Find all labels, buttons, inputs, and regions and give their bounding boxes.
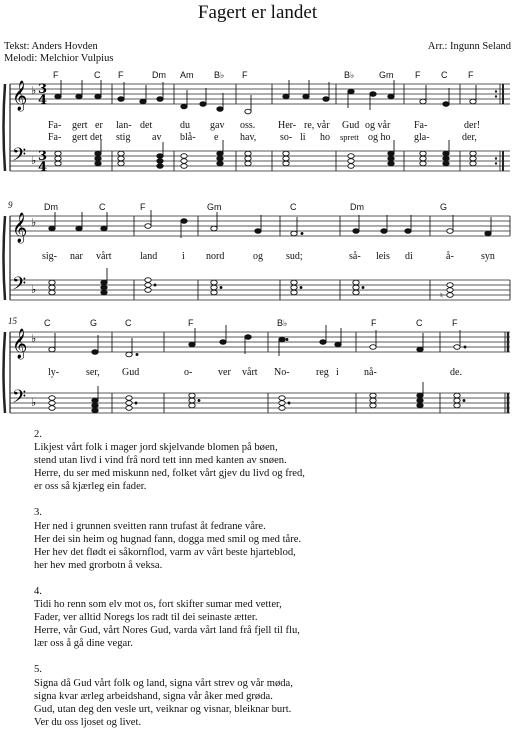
verse-line: Herre, vår Gud, vårt Nores Gud, varda vårt land frå fjell til flu, [34,625,300,637]
verse-line: Her dei sin heim og hugnad fann, dogga med smil og med tåre. [34,533,302,545]
chord-symbol: F [415,70,421,80]
measure-number: 9 [8,200,13,210]
lyric-syllable: Gud [342,120,360,131]
flat-key-icon: ♭ [31,283,37,296]
chord-symbol: F [188,318,194,328]
bass-clef-icon: 𝄢 [12,274,27,299]
melody-notes [55,80,476,114]
lyric-syllable: No- [274,367,290,378]
verse-line: Herre, du ser med miskunn ned, folket vårt gjev du livd og fred, [34,468,305,480]
time-signature-bottom: 4 [38,93,48,108]
chord-symbol: B♭ [344,70,355,80]
lyric-syllable: i [182,251,185,262]
chord-symbol: Dm [152,70,166,80]
chord-symbol: Am [180,70,194,80]
brace-icon [4,84,6,171]
lyric-syllable: oss. [240,120,256,131]
lyric-syllable: Fa- [48,120,62,131]
verse-line: Likjest vårt folk i mager jord skjelvande blomen på bøen, [34,442,278,454]
chord-symbol: F [242,70,248,80]
lyric-syllable: stig [116,132,131,143]
lyric-syllable: sig- [42,251,57,262]
melody-notes [49,210,491,238]
chord-symbol: G [440,202,448,212]
lyric-syllable: gav [210,120,225,131]
lyric-syllable: er [95,120,103,131]
verse-line: Gud, utan deg den vesle urt, veiknar og visnar, bleiknar burt. [34,703,292,715]
lyric-syllable: ly- [48,367,60,378]
natural-sign-icon: ♮ [440,291,443,300]
system-3 [4,316,511,413]
bass-clef-icon: 𝄢 [12,387,27,412]
chord-symbol: Gm [207,202,222,212]
additional-verses [34,428,504,742]
lyric-syllable: Gud [122,367,140,378]
verse-line: Fader, ver alltid Noregs los radt til dei seinaste ætter. [34,612,258,624]
treble-clef-icon: 𝄞 [12,329,28,359]
chord-symbol: C [290,202,297,212]
lyric-syllable: sud; [286,251,303,262]
lyric-syllable: di [405,251,413,262]
lyric-syllable: lan- [116,120,132,131]
lyric-syllable: Fa- [414,120,428,131]
lyric-syllable: leis [376,251,390,262]
lyric-syllable: og vår [365,120,391,131]
verse-line: signa kvar ærleg arbeidshand, signa vår åker med grøda. [34,690,273,702]
lyric-syllable: re, vår [304,120,330,131]
verse-line: Tidi ho renn som elv mot os, fort skifter sumar med vetter, [34,599,282,611]
chord-symbol: C [125,318,132,328]
chord-symbol: F [118,70,124,80]
chord-symbol: F [452,318,458,328]
lyric-syllable: i [336,367,339,378]
lyric-syllable: ho [320,132,330,143]
lyric-syllable: land [140,251,158,262]
chord-symbol: Dm [44,202,58,212]
lyric-syllable: der! [464,120,481,131]
verse-number: 2. [34,429,42,440]
flat-key-icon: ♭ [31,84,37,97]
lyric-syllable: Her- [278,120,297,131]
verse-line: her hev med grorbotn å veksa. [34,559,163,571]
lyric-syllable: o- [184,367,193,378]
chord-symbol: Dm [350,202,364,212]
verse-line: stend utan livd i vind frå nord tett inn med kanten av snøen. [34,455,287,467]
lyric-syllable: nar [70,251,83,262]
flat-key-icon: ♭ [31,332,37,345]
lyric-syllable: hav, [240,132,257,143]
time-signature-top: 3 [38,149,48,164]
flat-key-icon: ♭ [31,154,37,167]
chord-symbol: F [140,202,146,212]
chord-symbol: Gm [379,70,394,80]
verse-line: lær oss å gå dine vegar. [34,638,133,650]
lyric-syllable: så- [349,251,361,262]
verse-4 [34,585,504,650]
verse-line: Her hev det flødt ei såkornflod, varm av vårt beste hjarteblod, [34,546,296,558]
chord-symbol: C [99,202,106,212]
arranger-credit: Arr.: Ingunn Seland [427,41,511,52]
chord-symbol: G [90,318,98,328]
composer-credit: Melodi: Melchior Vulpius [4,53,114,64]
lyric-syllable: vårt [96,251,112,262]
song-title: Fagert er landet [197,2,318,23]
lyric-syllable: sprett [340,132,359,142]
lyricist-credit: Tekst: Anders Hovden [4,41,98,52]
lyric-syllable: ver [218,367,231,378]
chord-symbol: B♭ [277,318,288,328]
chord-symbol: C [44,318,51,328]
treble-clef-icon: 𝄞 [12,213,28,243]
brace-icon [4,332,6,413]
verse-line: Signa då Gud vårt folk og land, signa vårt strev og vår møda, [34,677,293,689]
verse-3 [34,506,504,571]
chord-symbol: F [53,70,59,80]
verse-number: 5. [34,664,42,676]
lyric-syllable: gla- [414,132,430,143]
verse-number: 3. [34,507,42,519]
verse-line: er oss så kjærleg ein fader. [34,481,147,493]
bass-chords [55,140,476,168]
lyric-syllable: reg [316,367,329,378]
verse-number: 4. [34,585,42,597]
flat-key-icon: ♭ [31,216,37,229]
chord-symbol: F [371,318,377,328]
verse-line: Ver du oss ljoset og livet. [34,716,142,728]
lyric-syllable: det [140,120,153,131]
lyric-syllable: av [152,132,162,143]
lyric-syllable: blå- [180,132,196,143]
chord-symbol: C [94,70,101,80]
lyric-syllable: e [214,132,219,143]
lyric-syllable: Fa- [48,132,62,143]
chord-symbol: B♭ [214,70,225,80]
lyric-syllable: nord [206,251,225,262]
chord-symbol: C [416,318,423,328]
measure-number: 15 [8,316,17,326]
system-1 [4,70,511,175]
brace-icon [4,216,6,300]
chord-symbol: C [441,70,448,80]
time-signature-top: 3 [38,82,48,97]
verse-2 [34,428,504,493]
lyric-syllable: so- [280,132,293,143]
system-2 [4,200,511,300]
lyric-syllable: og ho [368,132,391,143]
lyric-syllable: gert [72,120,88,131]
lyric-syllable: der, [462,132,477,143]
bass-clef-icon: 𝄢 [12,145,27,170]
lyric-syllable: å- [446,251,454,262]
lyric-syllable: og [253,251,263,262]
verse-line: Her ned i grunnen sveitten rann trufast åt fedrane våre. [34,520,266,532]
chord-symbol: F [468,70,474,80]
treble-clef-icon: 𝄞 [12,81,28,111]
lyric-syllable: vårt [242,367,258,378]
sheet-music [0,60,515,422]
flat-key-icon: ♭ [31,396,37,409]
lyric-syllable: du [180,120,190,131]
lyric-syllable: li [300,132,306,143]
verse-5 [34,663,504,728]
lyric-syllable: gert det [72,132,103,143]
lyric-syllable: de. [450,367,462,378]
lyric-syllable: nå- [364,367,377,378]
time-signature-bottom: 4 [38,160,48,175]
lyric-syllable: ser, [86,367,100,378]
lyric-syllable: syn [481,251,495,262]
